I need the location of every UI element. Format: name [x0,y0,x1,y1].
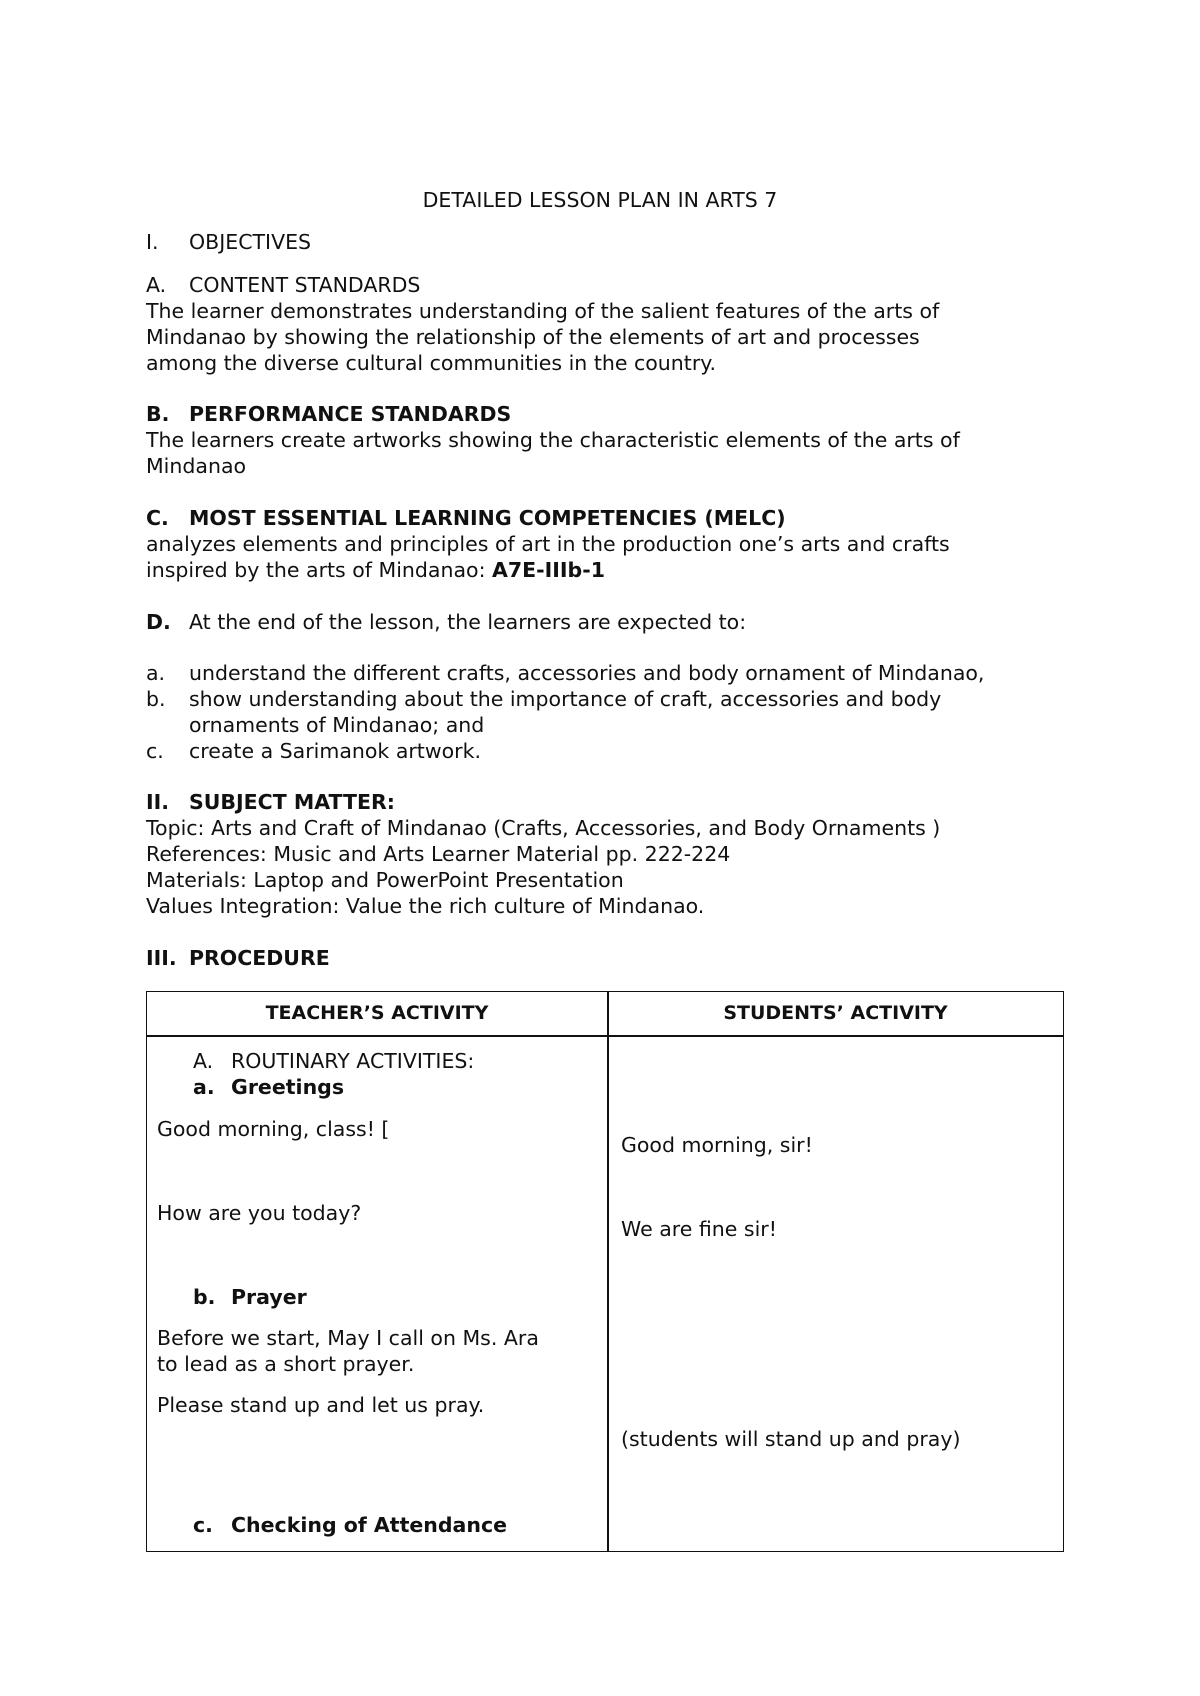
student-how-are-you: We are fine sir! [621,1217,777,1241]
melc-line [146,557,605,583]
attendance-heading: Checking of Attendance [231,1513,508,1537]
performance-standards-heading: PERFORMANCE STANDARDS [189,402,512,426]
subject-values: Values Integration: Value the rich culture of Mindanao. [146,894,705,918]
document-title: DETAILED LESSON PLAN IN ARTS 7 [422,188,778,212]
end-of-lesson-letter: D. [146,610,171,634]
teacher-how-are-you: How are you today? [157,1201,362,1225]
melc-line: analyzes elements and principles of art in the production one’s arts and crafts [146,532,950,556]
objectives-numeral: I. [146,230,159,254]
student-greeting: Good morning, sir! [621,1133,813,1157]
melc-heading: MOST ESSENTIAL LEARNING COMPETENCIES (MELC) [189,506,786,530]
content-standards-line: The learner demonstrates understanding of the salient features of the arts of [146,299,940,323]
teacher-prayer-instruction: Please stand up and let us pray. [157,1393,485,1417]
objective-item-text: show understanding about the importance of craft, accessories and body [189,687,942,711]
student-prayer: (students will stand up and pray) [621,1427,961,1451]
subject-topic: Topic: Arts and Craft of Mindanao (Crafts, Accessories, and Body Ornaments ) [146,816,941,840]
teacher-activity-header: TEACHER’S ACTIVITY [265,1002,489,1024]
teacher-prayer-line: to lead as a short prayer. [157,1352,415,1376]
melc-line-prefix: inspired by the arts of Mindanao: [146,558,492,582]
procedure-heading: PROCEDURE [189,946,330,970]
melc-letter: C. [146,506,169,530]
greetings-heading: Greetings [231,1075,345,1099]
content-standards-letter: A. [146,273,167,297]
subject-matter-heading: SUBJECT MATTER: [189,790,395,814]
objective-item-text: understand the different crafts, accessories and body ornament of Mindanao, [189,661,985,685]
objectives-heading: OBJECTIVES [189,230,312,254]
teacher-prayer-line: Before we start, May I call on Ms. Ara [157,1326,539,1350]
procedure-numeral: III. [146,946,177,970]
students-activity-header: STUDENTS’ ACTIVITY [723,1002,948,1024]
procedure-table [146,991,1064,1552]
subject-matter-numeral: II. [146,790,170,814]
prayer-heading: Prayer [231,1285,307,1309]
performance-standards-line: The learners create artworks showing the characteristic elements of the arts of [146,428,960,452]
attendance-letter: c. [193,1513,213,1537]
routinary-letter: A. [193,1049,214,1073]
objective-item-text: ornaments of Mindanao; and [189,713,485,737]
content-standards-heading: CONTENT STANDARDS [189,273,421,297]
prayer-letter: b. [193,1285,216,1309]
teacher-greeting: Good morning, class! [ [157,1117,390,1141]
objective-item-letter: c. [146,739,164,763]
content-standards-line: among the diverse cultural communities in the country. [146,351,716,375]
content-standards-line: Mindanao by showing the relationship of the elements of art and processes [146,325,920,349]
performance-standards-letter: B. [146,402,170,426]
objective-item-letter: b. [146,687,166,711]
objective-item-letter: a. [146,661,166,685]
greetings-letter: a. [193,1075,215,1099]
subject-materials: Materials: Laptop and PowerPoint Presentation [146,868,624,892]
routinary-heading: ROUTINARY ACTIVITIES: [231,1049,475,1073]
table-header-divider [147,1035,1063,1037]
performance-standards-line: Mindanao [146,454,247,478]
melc-code: A7E-IIIb-1 [492,558,605,582]
subject-references: References: Music and Arts Learner Material pp. 222-224 [146,842,731,866]
end-of-lesson-intro: At the end of the lesson, the learners are expected to: [189,610,747,634]
objective-item-text: create a Sarimanok artwork. [189,739,481,763]
table-column-divider [607,992,609,1551]
